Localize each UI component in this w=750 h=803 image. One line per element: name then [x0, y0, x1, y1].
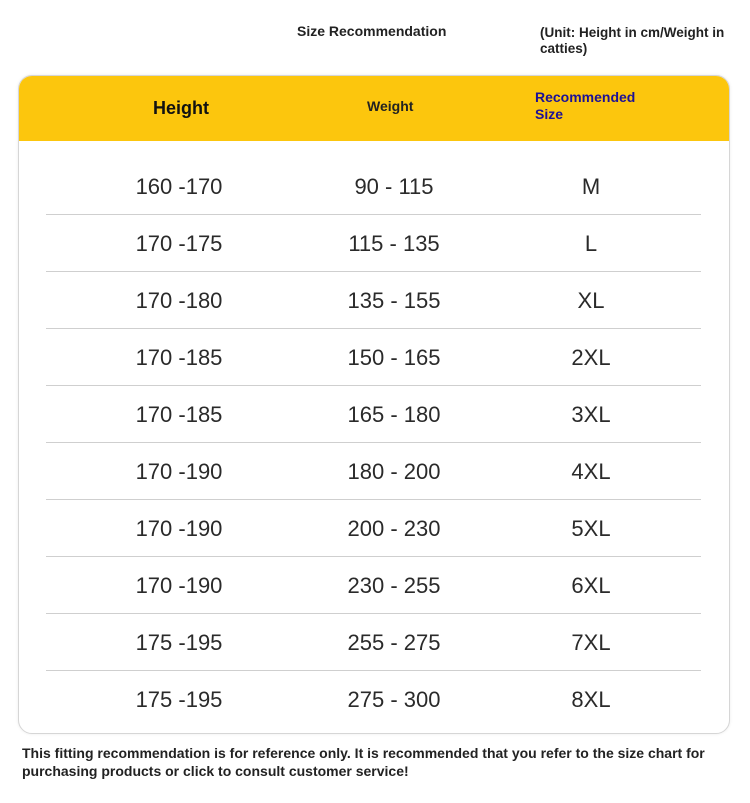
weight-cell: 90 - 115: [354, 174, 434, 199]
column-header-size: Recommended Size: [535, 89, 636, 122]
height-cell: 175 -195: [135, 687, 223, 712]
weight-cell: 180 - 200: [347, 459, 441, 484]
table-row: [19, 272, 729, 329]
size-cell: 6XL: [571, 573, 611, 598]
table-row: [19, 671, 729, 728]
size-cell: 3XL: [571, 402, 611, 427]
size-table: [18, 75, 730, 734]
height-cell: 170 -190: [135, 459, 223, 484]
table-row: [19, 443, 729, 500]
size-cell: M: [581, 174, 601, 199]
unit-note: (Unit: Height in cm/Weight in catties): [540, 25, 725, 56]
height-cell: 170 -190: [135, 573, 223, 598]
weight-cell: 230 - 255: [347, 573, 441, 598]
table-row: [19, 158, 729, 215]
height-cell: 170 -175: [135, 231, 223, 256]
table-row: [19, 614, 729, 671]
weight-cell: 275 - 300: [347, 687, 441, 712]
weight-cell: 165 - 180: [347, 402, 441, 427]
table-row: [19, 557, 729, 614]
column-header-height: Height: [153, 98, 209, 118]
weight-cell: 200 - 230: [347, 516, 441, 541]
size-cell: 8XL: [571, 687, 611, 712]
table-row: [19, 329, 729, 386]
weight-cell: 150 - 165: [347, 345, 441, 370]
height-cell: 160 -170: [135, 174, 223, 199]
reference-note: This fitting recommendation is for reference only. It is recommended that you refer to the size chart for purchasing products or click to consult customer service!: [22, 745, 705, 779]
size-cell: 5XL: [571, 516, 611, 541]
table-row: [19, 500, 729, 557]
table-body: [19, 158, 729, 728]
page-title: Size Recommendation: [297, 23, 447, 39]
weight-cell: 255 - 275: [347, 630, 441, 655]
height-cell: 175 -195: [135, 630, 223, 655]
weight-cell: 115 - 135: [348, 231, 440, 256]
size-cell: 7XL: [571, 630, 611, 655]
height-cell: 170 -180: [135, 288, 223, 313]
weight-cell: 135 - 155: [347, 288, 441, 313]
height-cell: 170 -185: [135, 402, 223, 427]
column-header-weight: Weight: [367, 98, 414, 114]
height-cell: 170 -185: [135, 345, 223, 370]
height-cell: 170 -190: [135, 516, 223, 541]
table-header: [19, 76, 729, 141]
size-cell: L: [584, 231, 598, 256]
size-cell: 2XL: [571, 345, 611, 370]
size-cell: 4XL: [571, 459, 611, 484]
table-row: [19, 386, 729, 443]
table-row: [19, 215, 729, 272]
size-cell: XL: [577, 288, 605, 313]
